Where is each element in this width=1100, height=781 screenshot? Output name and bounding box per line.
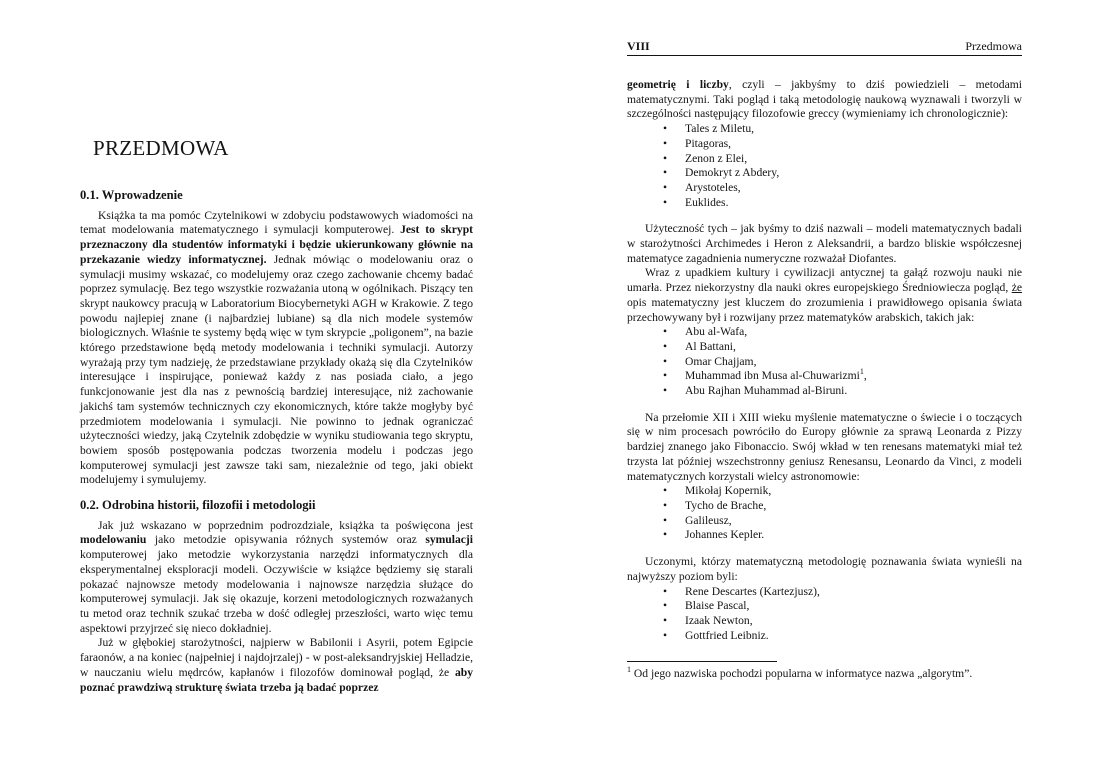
history-paragraph-1 <box>80 519 473 637</box>
renaissance-paragraph: Na przełomie XII i XIII wieku myślenie matematyczne o świecie i o toczących się w nim procesach powróciło do Europy głównie za sprawą Leonarda z Pizzy bardziej znanego jako Fibonaccio. Swój wkład w ten renesans matematyki miał też trzysta lat później wszechstronny geniusz Renesansu, Leonardo da Vinci, z modeli matematycznych korzystali wielcy astronomowie: <box>627 410 1022 483</box>
footnote-text: Od jego nazwiska pochodzi popularna w informatyce nazwa „algorytm”. <box>631 667 973 681</box>
running-title: Przedmowa <box>965 39 1022 53</box>
running-header <box>627 38 1022 56</box>
section-heading-introduction: 0.1. Wprowadzenie <box>80 188 183 202</box>
text-run: geometrię i liczby <box>627 78 729 91</box>
usefulness-paragraph: Użyteczność tych – jak byśmy to dziś nazwali – modeli matematycznych badali w starożytności Archimedes i Heron z Aleksandrii, a bardzo bliskie współczesnej matematyce zagadnienia numeryczne rozważał Diofantes. <box>627 222 1022 265</box>
text-run: że <box>1011 281 1022 295</box>
list-item: • Abu al-Wafa, <box>685 325 1022 340</box>
footnote-mark: 1 <box>627 665 631 675</box>
list-item: • Galileusz, <box>685 514 1022 529</box>
list-item: • Abu Rajhan Muhammad al-Biruni. <box>685 384 1022 399</box>
list-item: • Mikołaj Kopernik, <box>685 484 1022 499</box>
right-page <box>550 0 1100 781</box>
intro-paragraph <box>80 209 473 488</box>
text-run: , czyli – jakbyśmy to dziś powiedzieli – metodami matematycznymi. Taki pogląd i taką metodologię naukową wyznawali i tworzyli w szczególności następujący filozofowie greccy (wymieniamy ich chronologicznie): <box>627 78 1022 121</box>
footnote-divider <box>627 661 777 662</box>
footnote <box>627 667 1022 682</box>
text-run: Wraz z upadkiem kultury i cywilizacji antycznej ta gałąź rozwoju nauki nie umarła. Przez niekorzystny dla nauki okres europejskiego Średniowiecza pogląd, <box>627 266 1022 295</box>
text-run: Jest to skrypt przeznaczony dla studentów informatyki i będzie ukierunkowany głównie na przekazanie wiedzy informatycznej. <box>80 223 474 266</box>
right-text-column <box>627 78 1022 682</box>
list-item: • Arystoteles, <box>685 181 1022 196</box>
text-run: Książka ta ma pomóc Czytelnikowi w zdobyciu podstawowych wiadomości na temat modelowania matematycznego i symulacji komputerowej. <box>80 208 473 237</box>
continued-paragraph <box>627 78 1022 122</box>
list-item: • Muhammad ibn Musa al-Chuwarizmi$^1$, <box>685 369 1022 384</box>
history-paragraph-2 <box>80 636 473 695</box>
text-run: komputerowej jako metodzie wykorzystania narzędzi informatycznych dla eksperymentalnej eksploracji modeli. Oczywiście w książce będziemy się starali pokazać najnowsze metody modelowania i najnowsze narzędzia służące do komputerowej symulacji. Jak się okazuje, korzeni metodologicznych rozważanych tu metod oraz technik szukać trzeba w dość odległej przeszłości, warto więc temu aspektowi przyjrzeć się nieco dokładniej. <box>80 548 473 635</box>
chapter-title: PRZEDMOWA <box>93 136 229 160</box>
text-run: aby poznać prawdziwą strukturę świata trzeba ją badać poprzez <box>80 665 473 694</box>
greek-philosophers-list <box>627 122 1022 210</box>
left-text-column <box>80 188 473 695</box>
scholars-list <box>627 585 1022 644</box>
text-run: Jednak mówiąc o modelowaniu oraz o symulacji musimy wskazać, co modelujemy oraz czego zachowanie chcemy badać poprzez symulację. Bez tego wszystkie rozważania utoną w ogólnikach. Piszący ten skrypt naukowcy pracują w Laboratorium Biocybernetyki AGH w Krakowie. Z tego powodu najlepiej znane (i najbardziej lubiane) są dla nich modele systemów biologicznych. Właśnie te systemy będą więc w tym skrypcie „poligonem”, na bazie którego przedstawione będą metody modelowania i techniki symulacji. Autorzy wyrażają przy tym nadzieję, że przedstawiane przykłady okażą się dla Czytelników interesujące i inspirujące, ponieważ każdy z nas posiada ciało, a jego funkcjonowanie jest dla nas z pewnością bardziej interesujące, niż zachowanie jakichś tam systemów technicznych czy ekonomicznych, które także mogłyby być przedmiotem modelowania i symulacji. Nie powinno to jednak ograniczać użyteczności wiedzy, jaką Czytelnik zdobędzie w wyniku studiowania tego skryptu, bowiem sposób postępowania podczas tworzenia modelu i podczas jego komputerowej symulacji jest zawsze taki sam, niezależnie od tego, jaki obiekt modelujemy i symulujemy. <box>80 252 474 487</box>
text-run: Już w głębokiej starożytności, najpierw w Babilonii i Asyrii, potem Egipcie faraonów, a na koniec (najpełniej i najdojrzalej) - w post-aleksandryjskiej Helladzie, w nauczaniu wielu mędrców, kapłanów i filozofów dominował pogląd, że <box>80 636 473 679</box>
list-item: • Demokryt z Abdery, <box>685 166 1022 181</box>
section-heading-history: 0.2. Odrobina historii, filozofii i metodologii <box>80 498 316 513</box>
list-item: • Rene Descartes (Kartezjusz), <box>685 585 1022 600</box>
list-item: • Tales z Miletu, <box>685 122 1022 137</box>
list-item: • Al Battani, <box>685 340 1022 355</box>
list-item: • Izaak Newton, <box>685 614 1022 629</box>
text-run: jako metodzie opisywania różnych systemów oraz <box>146 533 426 547</box>
list-item: • Tycho de Brache, <box>685 499 1022 514</box>
arab-mathematicians-list <box>627 325 1022 399</box>
list-item: • Johannes Kepler. <box>685 528 1022 543</box>
list-item: • Pitagoras, <box>685 137 1022 152</box>
footnote-reference: 1 <box>859 367 864 377</box>
astronomers-list <box>627 484 1022 543</box>
list-item: • Euklides. <box>685 196 1022 211</box>
text-run: symulacji <box>425 533 473 547</box>
list-item: • Zenon z Elei, <box>685 152 1022 167</box>
text-run: Jak już wskazano w poprzednim podrozdziale, książka ta poświęcona jest <box>98 518 473 532</box>
list-item: • Gottfried Leibniz. <box>685 629 1022 644</box>
page-number: VIII <box>627 39 650 53</box>
scholars-paragraph: Uczonymi, którzy matematyczną metodologię poznawania świata wynieśli na najwyższy poziom byli: <box>627 555 1022 583</box>
list-item: • Omar Chajjam, <box>685 355 1022 370</box>
text-run: opis matematyczny jest kluczem do zrozumienia i prawidłowego opisania świata przechowywany był i rozwijany przez matematyków arabskich, takich jak: <box>627 295 1022 324</box>
list-item: • Blaise Pascal, <box>685 599 1022 614</box>
middle-ages-paragraph <box>627 266 1022 325</box>
text-run: modelowaniu <box>80 533 147 547</box>
